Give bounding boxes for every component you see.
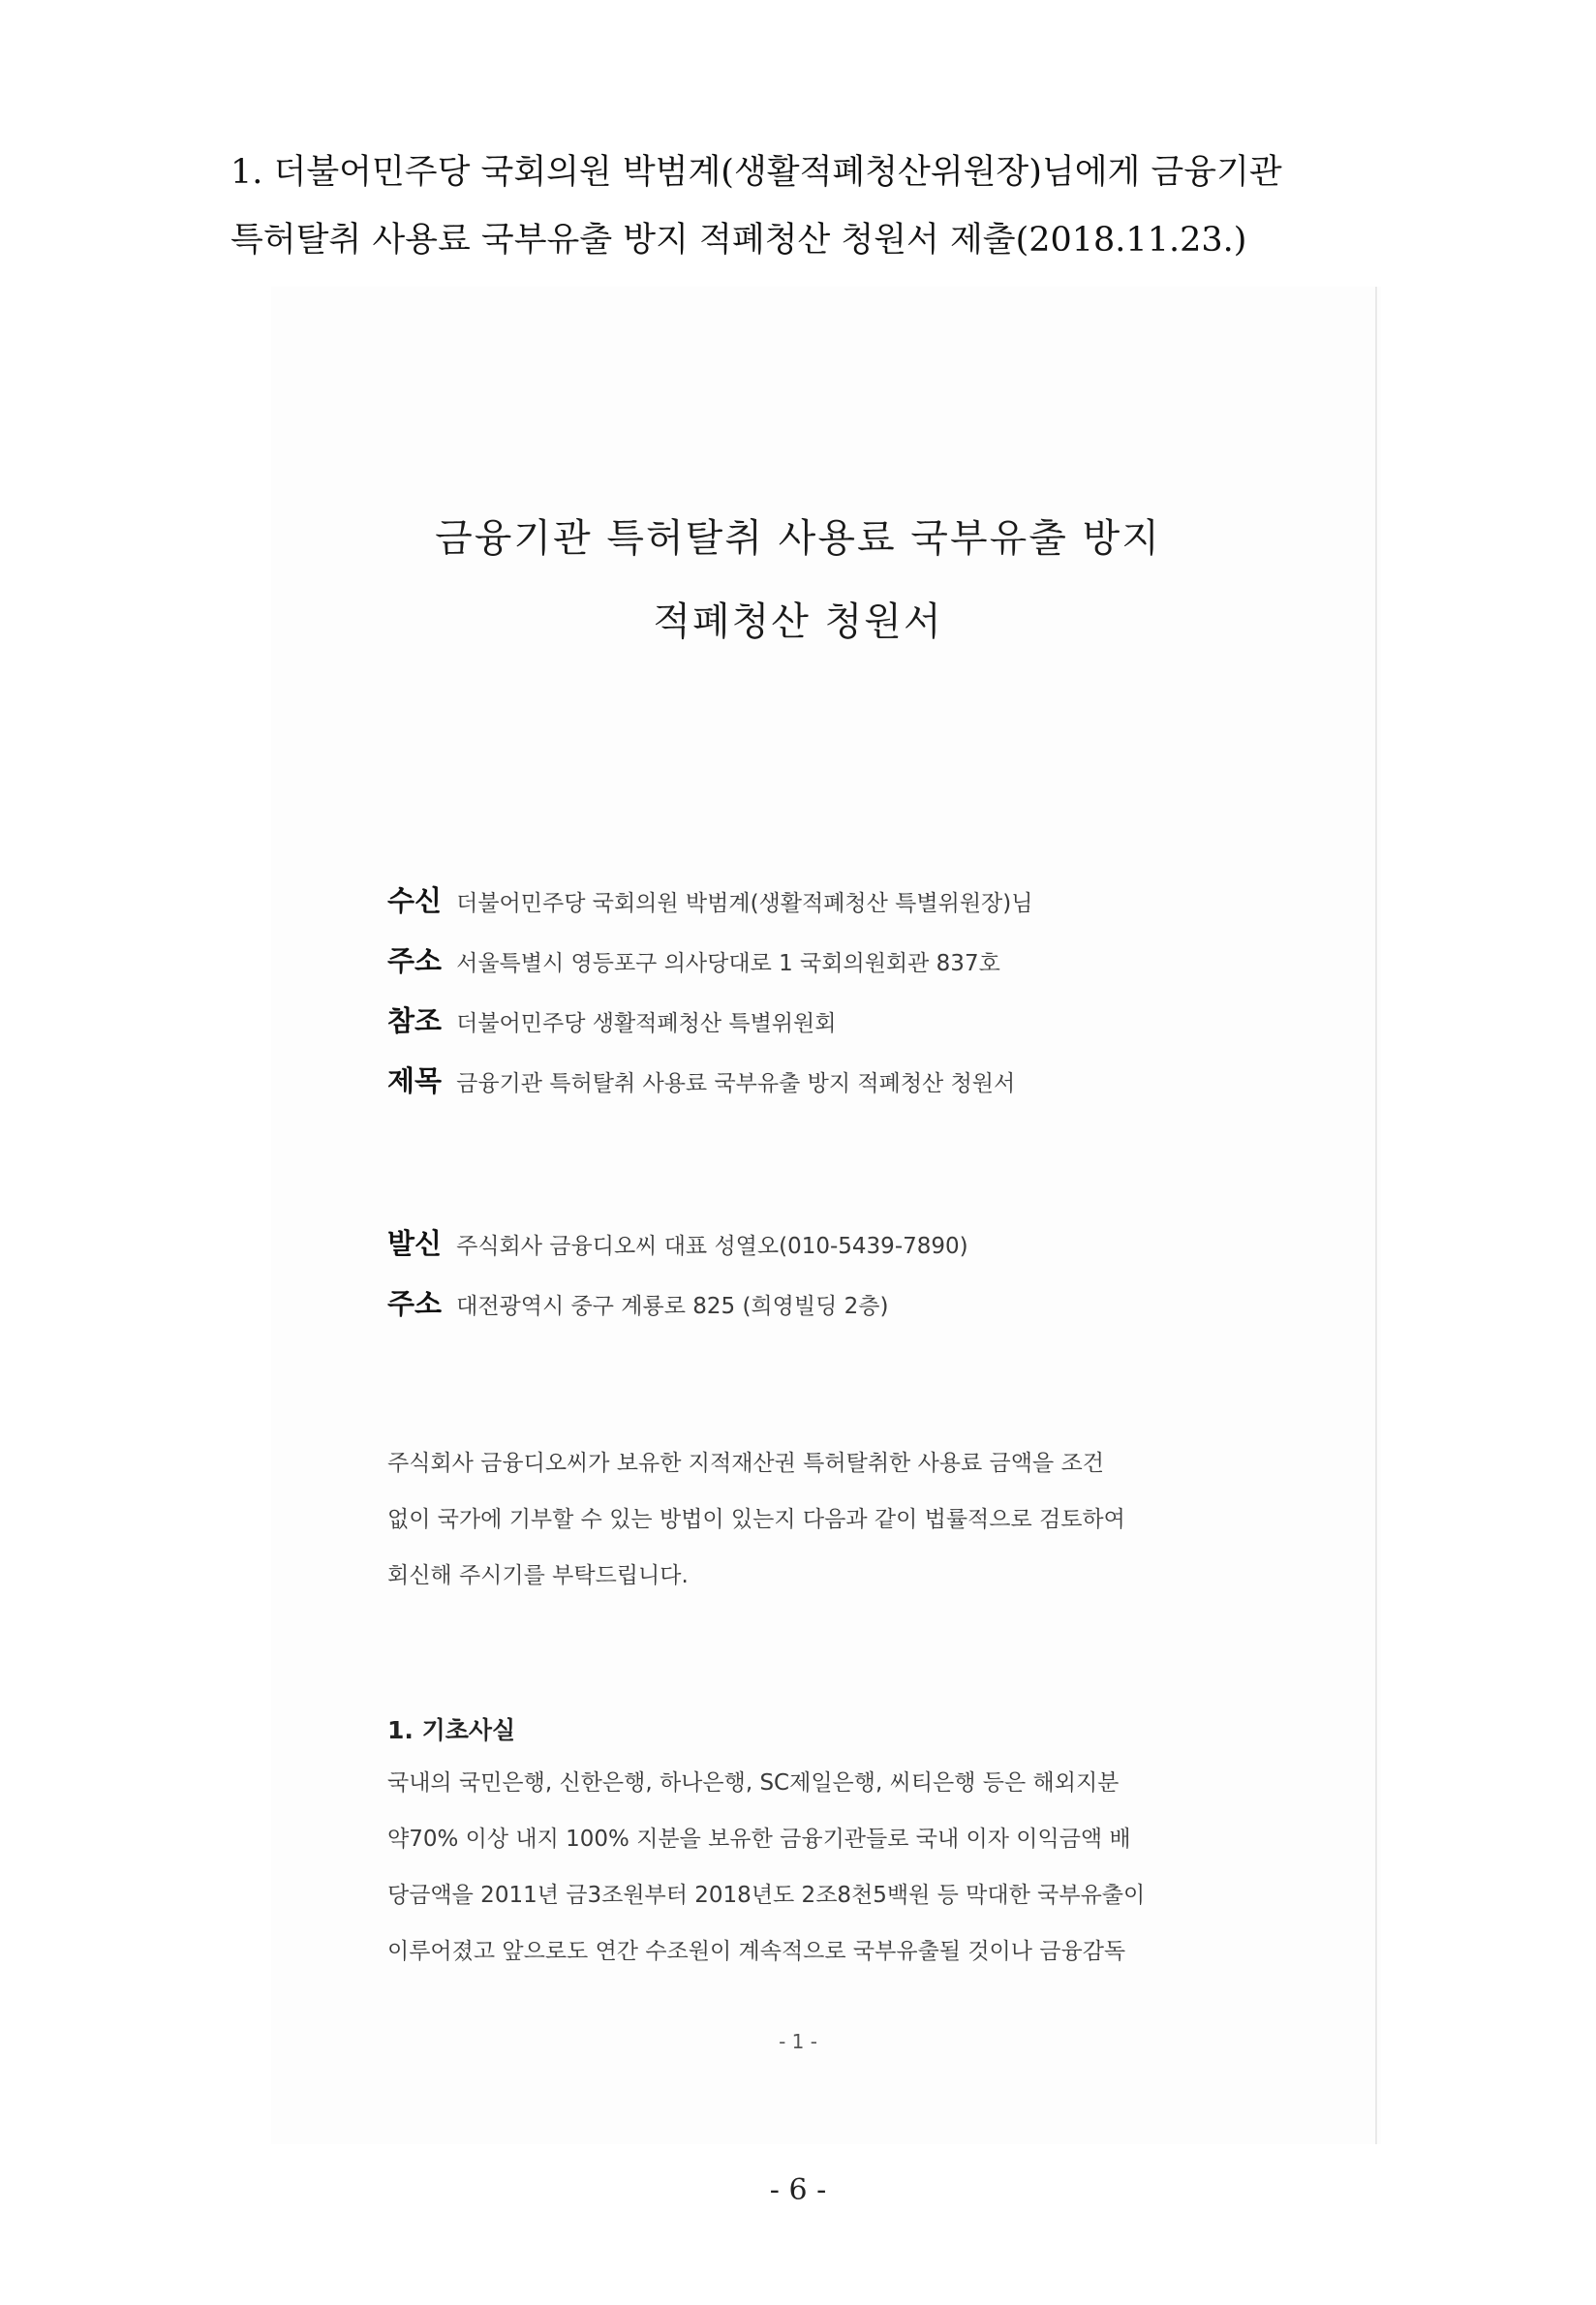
recipient-address-label: 주소 [387, 944, 443, 977]
section-1-line-1: 국내의 국민은행, 신한은행, 하나은행, SC제일은행, 씨티은행 등은 해외지분 [387, 1770, 1120, 1796]
reference-row [387, 999, 836, 1039]
reference-label: 참조 [387, 1004, 443, 1037]
intro-line-2: 없이 국가에 기부할 수 있는 방법이 있는지 다음과 같이 법률적으로 검토하여 [387, 1507, 1125, 1532]
section-1-line-4: 이루어졌고 앞으로도 연간 수조원이 계속적으로 국부유출될 것이나 금융감독 [387, 1939, 1126, 1964]
subject-row [387, 1060, 1015, 1099]
recipient-row [387, 879, 1032, 919]
section-1-line-2: 약70% 이상 내지 100% 지분을 보유한 금융기관들로 국내 이자 이익금액 배 [387, 1827, 1131, 1852]
page-edge-divider [1375, 287, 1377, 2144]
document-title-line-2: 적폐청산 청원서 [653, 599, 943, 644]
sender-row [387, 1222, 968, 1262]
sender-address-label: 주소 [387, 1287, 443, 1320]
section-1-line-3: 당금액을 2011년 금3조원부터 2018년도 2조8천5백원 등 막대한 국부유출이 [387, 1883, 1146, 1908]
sender-value: 주식회사 금융디오씨 대표 성열오(010-5439-7890) [456, 1234, 968, 1259]
recipient-address-value: 서울특별시 영등포구 의사당대로 1 국회의원회관 837호 [456, 951, 1000, 976]
header-line-1: 1. 더불어민주당 국회의원 박범계(생활적폐청산위원장)님에게 금융기관 [230, 153, 1282, 192]
scanned-page [271, 287, 1381, 2144]
recipient-address-row [387, 939, 1000, 979]
recipient-label: 수신 [387, 884, 443, 917]
reference-value: 더불어민주당 생활적폐청산 특별위원회 [456, 1011, 837, 1036]
header-line-2: 특허탈취 사용료 국부유출 방지 적폐청산 청원서 제출(2018.11.23.) [230, 221, 1247, 260]
subject-value: 금융기관 특허탈취 사용료 국부유출 방지 적폐청산 청원서 [456, 1071, 1016, 1096]
recipient-value: 더불어민주당 국회의원 박범계(생활적폐청산 특별위원장)님 [456, 891, 1033, 916]
inner-page-number: - 1 - [779, 2030, 817, 2053]
page-number: - 6 - [769, 2173, 827, 2207]
section-1-title: 1. 기초사실 [387, 1716, 516, 1744]
intro-line-1: 주식회사 금융디오씨가 보유한 지적재산권 특허탈취한 사용료 금액을 조건 [387, 1451, 1104, 1476]
document-title-line-1: 금융기관 특허탈취 사용료 국부유출 방지 [435, 516, 1161, 561]
intro-line-3: 회신해 주시기를 부탁드립니다. [387, 1563, 689, 1588]
subject-label: 제목 [387, 1064, 443, 1097]
sender-label: 발신 [387, 1227, 443, 1260]
sender-address-value: 대전광역시 중구 계룡로 825 (희영빌딩 2층) [456, 1294, 889, 1319]
sender-address-row [387, 1282, 888, 1322]
